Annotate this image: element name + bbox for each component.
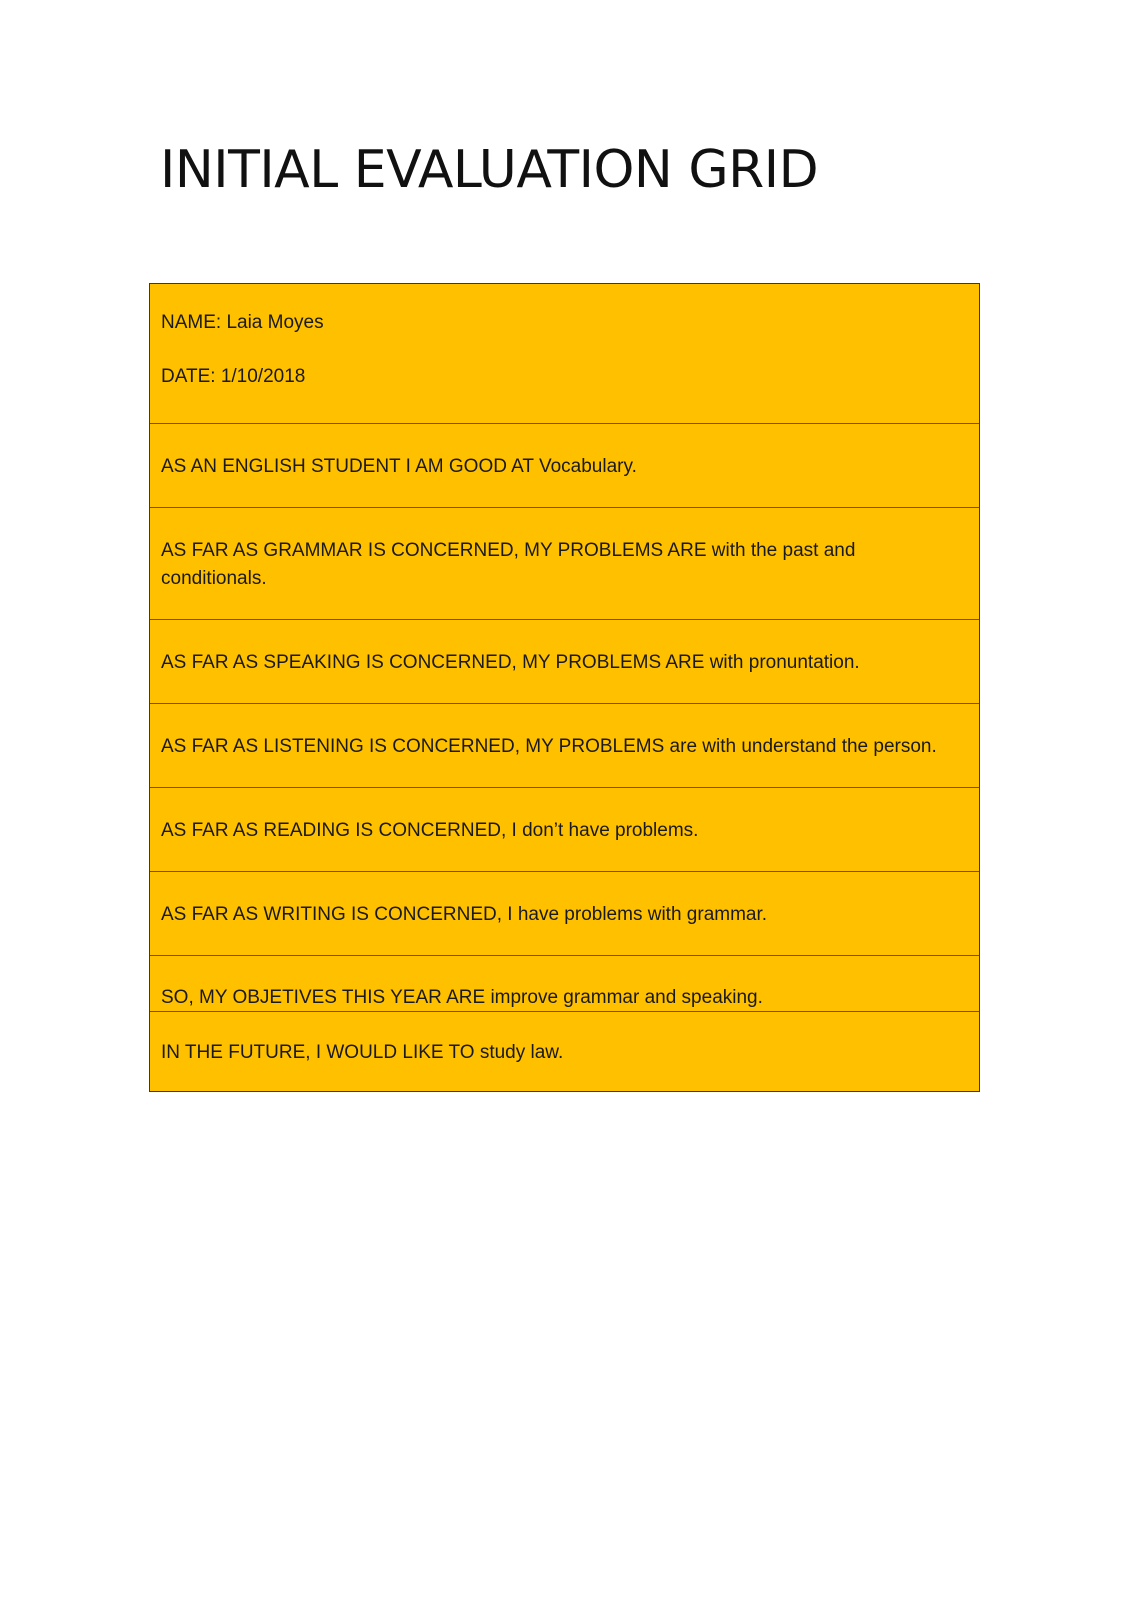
grammar-text: AS FAR AS GRAMMAR IS CONCERNED, MY PROBLEMS ARE with the past and conditionals. <box>161 540 856 589</box>
grid-row-future <box>150 1012 979 1092</box>
future-text: IN THE FUTURE, I WOULD LIKE TO study law. <box>161 1042 564 1063</box>
grid-row-good-at <box>150 424 979 508</box>
name-line: NAME: Laia Moyes <box>161 312 324 333</box>
grid-row-objectives <box>150 956 979 1012</box>
grid-row-writing <box>150 872 979 956</box>
speaking-text: AS FAR AS SPEAKING IS CONCERNED, MY PROBLEMS ARE with pronuntation. <box>161 652 860 673</box>
grid-row-reading <box>150 788 979 872</box>
date-line: DATE: 1/10/2018 <box>161 366 306 387</box>
grid-row-listening <box>150 704 979 788</box>
grid-row-name-date <box>150 284 979 424</box>
reading-text: AS FAR AS READING IS CONCERNED, I don’t have problems. <box>161 820 699 841</box>
listening-text: AS FAR AS LISTENING IS CONCERNED, MY PROBLEMS are with understand the person. <box>161 736 937 757</box>
good-at-text: AS AN ENGLISH STUDENT I AM GOOD AT Vocabulary. <box>161 456 637 477</box>
document-title: INITIAL EVALUATION GRID <box>160 140 819 200</box>
evaluation-grid <box>149 283 980 1092</box>
objectives-text: SO, MY OBJETIVES THIS YEAR ARE improve grammar and speaking. <box>161 987 763 1008</box>
grid-row-grammar <box>150 508 979 620</box>
grid-row-speaking <box>150 620 979 704</box>
writing-text: AS FAR AS WRITING IS CONCERNED, I have problems with grammar. <box>161 904 768 925</box>
